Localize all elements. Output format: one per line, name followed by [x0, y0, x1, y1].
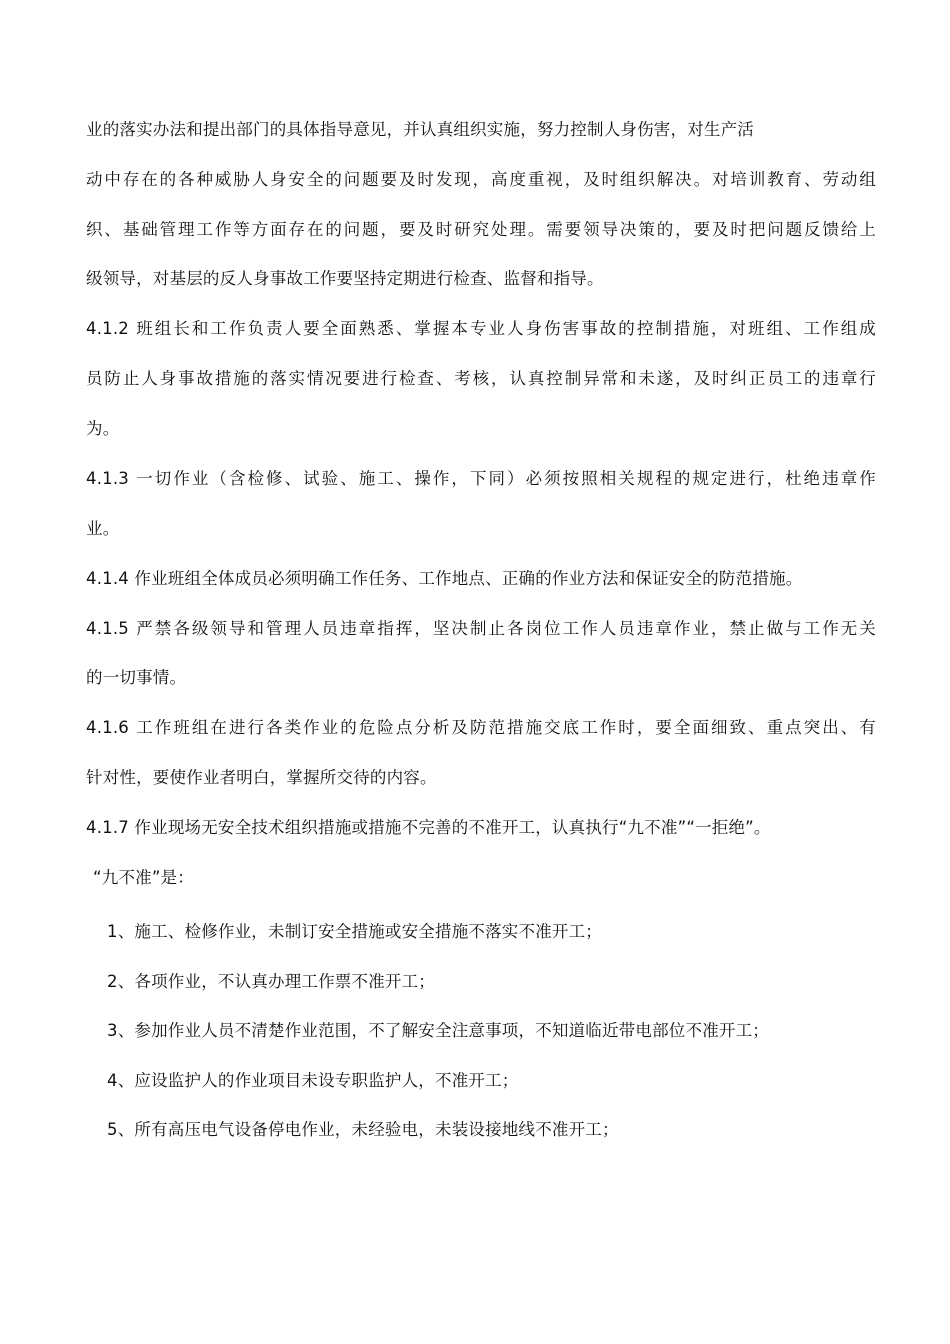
clause-4-1-2-line: 员防止人身事故措施的落实情况要进行检查、考核，认真控制异常和未遂，及时纠正员工的违章行 — [86, 369, 876, 388]
clause-4-1-6-line: 4.1.6 工作班组在进行各类作业的危险点分析及防范措施交底工作时，要全面细致、重点突出、有 — [86, 718, 876, 737]
paragraph-line: 级领导，对基层的反人身事故工作要坚持定期进行检查、监督和指导。 — [86, 269, 604, 288]
clause-4-1-5-line: 4.1.5 严禁各级领导和管理人员违章指挥，坚决制止各岗位工作人员违章作业，禁止做与工作无关 — [86, 619, 876, 638]
list-item: 2、各项作业，不认真办理工作票不准开工； — [107, 972, 435, 991]
list-item: 1、施工、检修作业，未制订安全措施或安全措施不落实不准开工； — [107, 922, 602, 941]
paragraph-line: 业的落实办法和提出部门的具体指导意见，并认真组织实施，努力控制人身伤害，对生产活 — [86, 120, 754, 139]
clause-4-1-6-line: 针对性，要使作业者明白，掌握所交待的内容。 — [86, 768, 437, 787]
paragraph-line: 动中存在的各种威胁人身安全的问题要及时发现，高度重视，及时组织解决。对培训教育、劳动组 — [86, 170, 876, 189]
list-item: 3、参加作业人员不清楚作业范围，不了解安全注意事项，不知道临近带电部位不准开工； — [107, 1021, 769, 1040]
clause-4-1-3-line: 业。 — [86, 519, 120, 538]
clause-4-1-4-line: 4.1.4 作业班组全体成员必须明确工作任务、工作地点、正确的作业方法和保证安全的防范措施。 — [86, 569, 803, 588]
list-item: 5、所有高压电气设备停电作业，未经验电，未装设接地线不准开工； — [107, 1120, 619, 1139]
clause-4-1-7-line: 4.1.7 作业现场无安全技术组织措施或措施不完善的不准开工，认真执行“九不准”“一拒绝”。 — [86, 818, 771, 837]
paragraph-line: 织、基础管理工作等方面存在的问题，要及时研究处理。需要领导决策的，要及时把问题反馈给上 — [86, 220, 876, 239]
nine-prohibitions-heading: “九不准”是： — [93, 868, 194, 887]
clause-4-1-3-line: 4.1.3 一切作业（含检修、试验、施工、操作，下同）必须按照相关规程的规定进行，杜绝违章作 — [86, 469, 876, 488]
clause-4-1-2-line: 为。 — [86, 419, 120, 438]
clause-4-1-2-line: 4.1.2 班组长和工作负责人要全面熟悉、掌握本专业人身伤害事故的控制措施，对班组、工作组成 — [86, 319, 876, 338]
list-item: 4、应设监护人的作业项目未设专职监护人，不准开工； — [107, 1071, 519, 1090]
clause-4-1-5-line: 的一切事情。 — [86, 668, 187, 687]
